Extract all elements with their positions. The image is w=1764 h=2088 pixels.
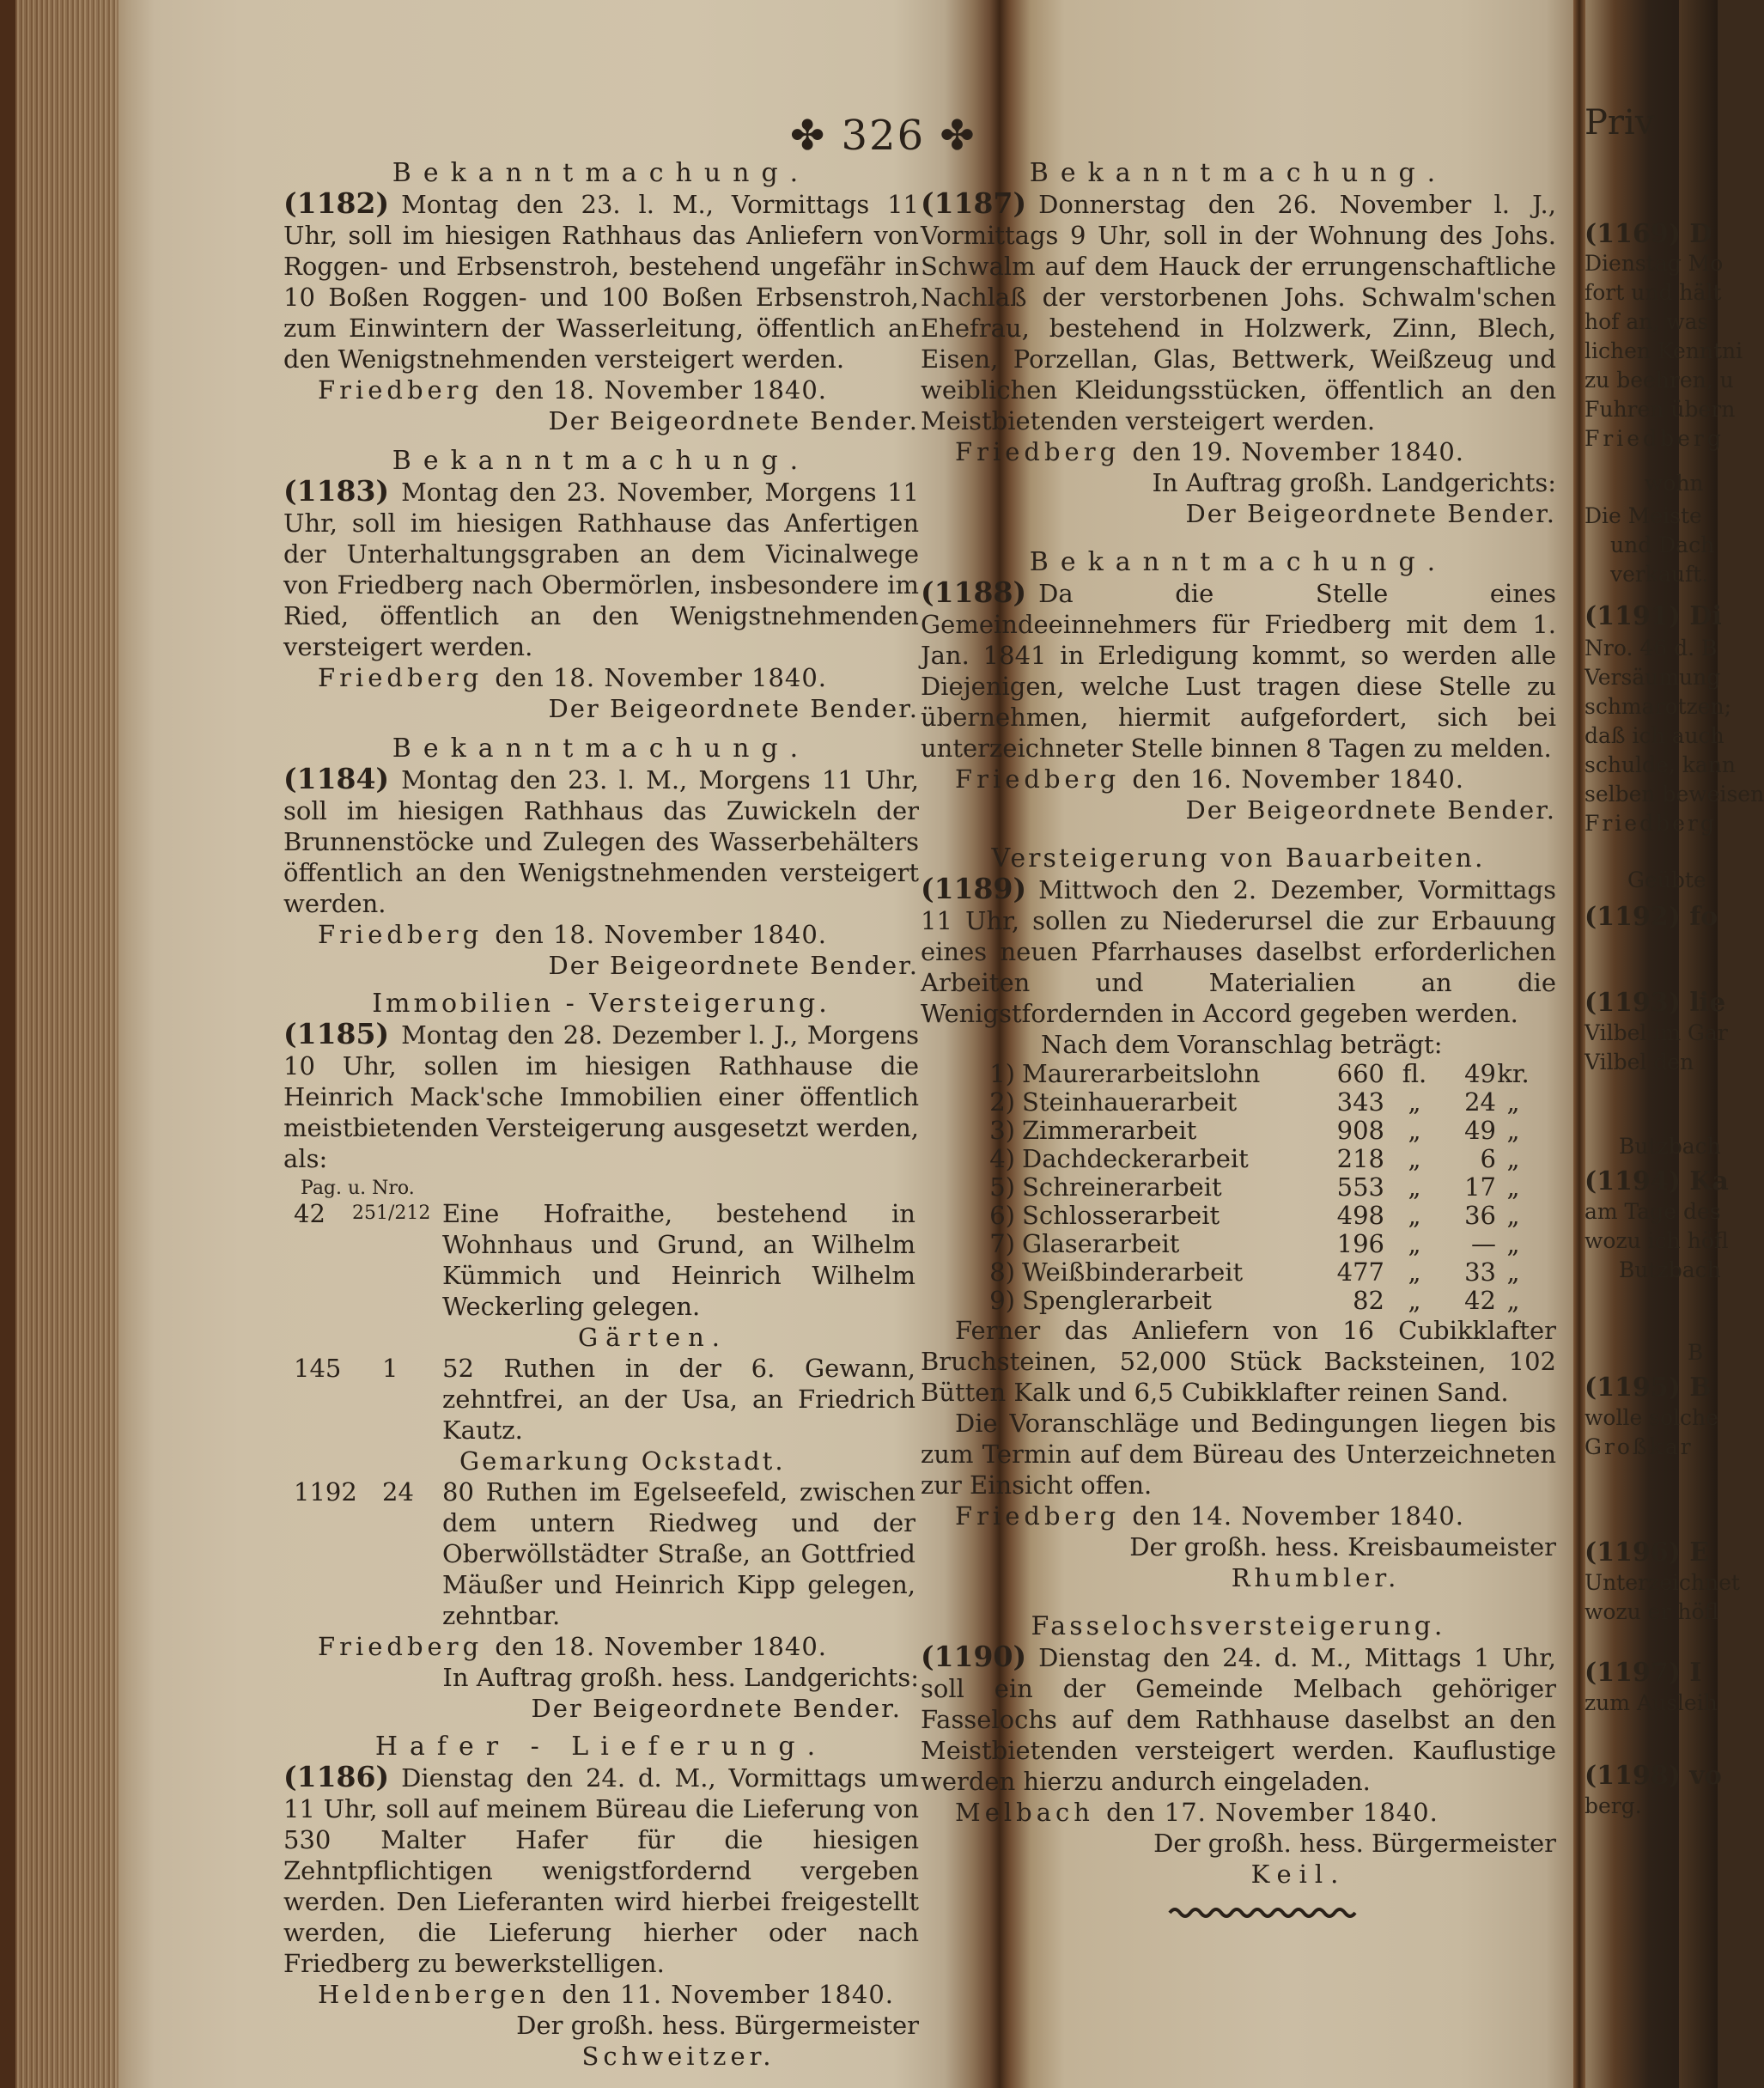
cost-item: Schlosserarbeit bbox=[1022, 1201, 1220, 1230]
fragment-line: Friedberg bbox=[1585, 426, 1724, 451]
cost-index: 4) bbox=[989, 1144, 1015, 1173]
notice-place-date bbox=[283, 374, 919, 405]
fragment-line: (1195) B bbox=[1585, 1373, 1712, 1403]
signature-authority: In Auftrag großh. Landgerichts: bbox=[1152, 468, 1556, 497]
place-name: Friedberg bbox=[955, 764, 1121, 794]
fragment-line: schmarotzen; bbox=[1585, 694, 1732, 719]
fragment-line: selben beweisen bbox=[1585, 782, 1764, 807]
notice-1186 bbox=[283, 1732, 919, 2072]
estimate-intro: Nach dem Voranschlag beträgt: bbox=[1041, 1030, 1443, 1059]
cost-florin: 498 bbox=[1336, 1201, 1384, 1230]
notice-1183 bbox=[283, 447, 919, 724]
notice-heading: Bekanntmachung. bbox=[392, 158, 811, 188]
notice-body bbox=[283, 188, 919, 374]
signature-authority: Der großh. hess. Kreisbaumeister bbox=[1129, 1532, 1556, 1561]
property-description: 80 Ruthen im Egelseefeld, zwischen dem untern Riedweg und der Oberwöllstädter Straße, an Gottfried Mäußer und Heinrich Kipp gelegen, zehntbar. bbox=[442, 1477, 915, 1630]
cost-florin: 343 bbox=[1336, 1087, 1384, 1117]
notice-text: Dienstag den 24. d. M., Vormittags um 11 Uhr, soll auf meinem Büreau die Lieferung von 530 Malter Hafer für die hiesigen Zehntpflichtigen wenigstfordernd vergeben werden. Den Lieferanten wird hierbei freigestellt werden, die Lieferung hierher oder nach Friedberg zu bewerkstelligen. bbox=[283, 1763, 919, 1978]
property-item bbox=[283, 1353, 919, 1446]
gutter bbox=[1573, 0, 1585, 2088]
notice-body bbox=[921, 1641, 1556, 1797]
fragment-line: Vilbel im Gar bbox=[1585, 1020, 1728, 1045]
notice-1189 bbox=[921, 844, 1556, 1593]
ornament-right: ✤ bbox=[925, 112, 976, 160]
cost-index: 8) bbox=[989, 1257, 1015, 1287]
notice-place-date bbox=[921, 1797, 1556, 1828]
notice-text: Da die Stelle eines Gemeindeeinnehmers für Friedberg mit dem 1. Jan. 1841 in Erledigung kommt, so werden alle Diejenigen, welche Lust tragen diese Stelle zu übernehmen, hiermit aufgefordert, sich bei unterzeichneter Stelle binnen 8 Tagen zu melden. bbox=[921, 579, 1556, 763]
notice-number: (1184) bbox=[283, 762, 390, 795]
fragment-line: (1194) Ka bbox=[1585, 1166, 1729, 1196]
fragment-line: hof an, was bbox=[1585, 309, 1709, 334]
signature: Schweitzer. bbox=[581, 2042, 776, 2071]
fragment-line: lichen Kenntni bbox=[1585, 338, 1743, 363]
next-page-fragment bbox=[1585, 103, 1764, 2079]
fragment-line: wolle solche bbox=[1585, 1405, 1718, 1430]
notice-body bbox=[921, 188, 1556, 436]
date: den 19. November 1840. bbox=[1132, 437, 1465, 466]
fragment-line: (1192) fo bbox=[1585, 902, 1718, 932]
notice-text: Montag den 28. Dezember l. J., Morgens 10 Uhr, sollen im hiesigen Rathhause die Heinrich Mack'sche Immobilien einer öffentlich meistbietenden Versteigerung ausgesetzt werden, als: bbox=[283, 1020, 919, 1173]
notice-place-date bbox=[921, 436, 1556, 467]
notice-heading: Immobilien - Versteigerung. bbox=[372, 989, 830, 1019]
notice-heading: Bekanntmachung. bbox=[1029, 158, 1448, 188]
date: den 11. November 1840. bbox=[562, 1980, 895, 2009]
notice-number: (1187) bbox=[921, 186, 1027, 220]
cost-unit-florin: fl. bbox=[1402, 1059, 1427, 1088]
notice-place-date bbox=[283, 1631, 919, 1662]
property-description: 52 Ruthen in der 6. Gewann, zehntfrei, an der Usa, an Friedrich Kautz. bbox=[442, 1354, 915, 1445]
fragment-line: wozu er höfl bbox=[1585, 1599, 1719, 1624]
notice-place-date bbox=[921, 764, 1556, 794]
cost-unit-florin: „ bbox=[1408, 1116, 1421, 1145]
date: den 14. November 1840. bbox=[1132, 1501, 1465, 1531]
fragment-line: und Dach bbox=[1610, 533, 1715, 557]
cost-kreuzer: 17 bbox=[1464, 1172, 1496, 1202]
place-name: Friedberg bbox=[318, 1632, 484, 1661]
notice-text: Donnerstag den 26. November l. J., Vormittags 9 Uhr, soll in der Wohnung des Johs. Schwalm auf dem Hauck der errungenschaftliche Nachlaß der verstorbenen Johs. Schwalm'schen Ehefrau, bestehend in Holzwerk, Zinn, Blech, Eisen, Porzellan, Glas, Bettwerk, Weißzeug und weiblichen Kleidungsstücken, öffentlich an den Meistbietenden versteigert werden. bbox=[921, 190, 1556, 435]
cost-item: Zimmerarbeit bbox=[1022, 1116, 1197, 1145]
cost-kreuzer: 33 bbox=[1464, 1257, 1496, 1287]
cost-kreuzer: 36 bbox=[1464, 1201, 1496, 1230]
fragment-line: Fuhren übern bbox=[1585, 397, 1736, 422]
ornament-left: ✤ bbox=[790, 112, 842, 160]
cost-index: 3) bbox=[989, 1116, 1015, 1145]
notice-heading: Bekanntmachung. bbox=[392, 446, 811, 476]
fragment-line: Dienstag Mo bbox=[1585, 251, 1724, 276]
cost-unit-kreuzer: „ bbox=[1506, 1087, 1520, 1117]
notice-text: Dienstag den 24. d. M., Mittags 1 Uhr, soll ein der Gemeinde Melbach gehöriger Fasselochs auf dem Rathhause daselbst an den Meistbietenden versteigert werden. Kauflustige werden hierzu andurch eingeladen. bbox=[921, 1643, 1556, 1796]
cost-index: 1) bbox=[989, 1059, 1015, 1088]
place-name: Friedberg bbox=[955, 1501, 1121, 1531]
fragment-heading: Priv bbox=[1585, 103, 1655, 143]
pag-number: 42 bbox=[294, 1199, 325, 1228]
cost-florin: 477 bbox=[1336, 1257, 1384, 1287]
list-subheading: Gemarkung Ockstadt. bbox=[459, 1446, 786, 1476]
cost-row bbox=[921, 1145, 1556, 1173]
property-item bbox=[283, 1476, 919, 1631]
notice-body-continued: Ferner das Anliefern von 16 Cubikklafter Bruchsteinen, 52,000 Stück Backsteinen, 102 Bütten Kalk und 6,5 Cubikklafter reinen Sand. bbox=[921, 1316, 1556, 1407]
date: den 18. November 1840. bbox=[495, 1632, 828, 1661]
fragment-line: Vilbel den bbox=[1585, 1050, 1694, 1074]
date: den 18. November 1840. bbox=[495, 663, 828, 692]
notice-number: (1185) bbox=[283, 1017, 390, 1050]
cost-unit-florin: „ bbox=[1408, 1172, 1421, 1202]
signature: Keil. bbox=[1250, 1860, 1347, 1889]
list-header: Pag. u. Nro. bbox=[301, 1178, 415, 1199]
fragment-line: Unterzeichnet bbox=[1585, 1570, 1740, 1595]
cost-unit-kreuzer: „ bbox=[1506, 1257, 1520, 1287]
cost-kreuzer: 42 bbox=[1464, 1286, 1496, 1315]
cost-unit-florin: „ bbox=[1408, 1286, 1421, 1315]
fragment-line: schulde, kann bbox=[1585, 752, 1736, 777]
cost-unit-kreuzer: „ bbox=[1506, 1172, 1520, 1202]
notice-body bbox=[283, 1019, 919, 1174]
fragment-line: zu beehren, u bbox=[1585, 368, 1734, 393]
notice-body bbox=[921, 577, 1556, 764]
notice-number: (1190) bbox=[921, 1640, 1027, 1673]
fragment-line: (1191) Di bbox=[1585, 601, 1722, 631]
fragment-line: Versäumung bbox=[1585, 665, 1721, 690]
fragment-line: berg. bbox=[1585, 1793, 1642, 1818]
fragment-line: B bbox=[1688, 1340, 1704, 1365]
cost-item: Schreinerarbeit bbox=[1022, 1172, 1222, 1202]
place-name: Friedberg bbox=[318, 920, 484, 949]
fragment-line: Butzbach bbox=[1619, 1134, 1721, 1159]
cost-unit-florin: „ bbox=[1408, 1087, 1421, 1117]
nro-number: 251/212 bbox=[352, 1202, 431, 1224]
fragment-line: (1198) vo bbox=[1585, 1761, 1722, 1791]
notice-text: Montag den 23. l. M., Morgens 11 Uhr, soll im hiesigen Rathhaus das Zuwickeln der Brunnenstöcke und Zulegen des Wasserbehälters öffentlich an den Wenigstnehmenden versteigert werden. bbox=[283, 765, 919, 918]
cost-kreuzer: 49 bbox=[1464, 1116, 1496, 1145]
wavy-rule-icon bbox=[921, 1905, 1556, 1921]
cost-index: 5) bbox=[989, 1172, 1015, 1202]
notice-heading: Hafer - Lieferung. bbox=[374, 1732, 828, 1762]
cost-item: Dachdeckerarbeit bbox=[1022, 1144, 1249, 1173]
fragment-line: wozu ich höfl bbox=[1585, 1228, 1729, 1253]
place-name: Heldenbergen bbox=[318, 1980, 550, 2009]
cost-kreuzer: 24 bbox=[1464, 1087, 1496, 1117]
notice-1185 bbox=[283, 989, 919, 1724]
cost-kreuzer: 49 bbox=[1464, 1059, 1496, 1088]
cost-kreuzer: — bbox=[1471, 1229, 1496, 1258]
date: den 18. November 1840. bbox=[495, 375, 828, 405]
signature: Der Beigeordnete Bender. bbox=[548, 406, 919, 435]
cost-unit-kreuzer: „ bbox=[1506, 1116, 1520, 1145]
cost-unit-florin: „ bbox=[1408, 1144, 1421, 1173]
notice-1190 bbox=[921, 1612, 1556, 1921]
property-item bbox=[283, 1198, 919, 1322]
cost-row bbox=[921, 1287, 1556, 1315]
cost-florin: 82 bbox=[1353, 1286, 1384, 1315]
cost-row bbox=[921, 1060, 1556, 1088]
fragment-line: Großkar bbox=[1585, 1434, 1694, 1459]
fragment-line: zum Ausleih bbox=[1585, 1690, 1718, 1715]
notice-body-continued: Die Voranschläge und Bedingungen liegen bis zum Termin auf dem Büreau des Unterzeichneten zur Einsicht offen. bbox=[921, 1409, 1556, 1500]
notice-1187 bbox=[921, 159, 1556, 529]
cost-table bbox=[921, 1060, 1556, 1315]
signature: Der Beigeordnete Bender. bbox=[548, 951, 919, 980]
fragment-line: verkauft. bbox=[1610, 562, 1709, 587]
fragment-line: fort und hält bbox=[1585, 280, 1722, 305]
cost-kreuzer: 6 bbox=[1480, 1144, 1496, 1173]
cost-unit-kreuzer: kr. bbox=[1497, 1059, 1530, 1088]
cost-row bbox=[921, 1230, 1556, 1258]
cost-index: 7) bbox=[989, 1229, 1015, 1258]
cost-index: 2) bbox=[989, 1087, 1015, 1117]
fragment-line: daß ich auch bbox=[1585, 723, 1724, 748]
date: den 18. November 1840. bbox=[495, 920, 828, 949]
cost-florin: 660 bbox=[1336, 1059, 1384, 1088]
signature-authority: Der großh. hess. Bürgermeister bbox=[516, 2011, 919, 2040]
page-stack-left bbox=[15, 0, 119, 2088]
cost-index: 9) bbox=[989, 1286, 1015, 1315]
cost-unit-kreuzer: „ bbox=[1506, 1201, 1520, 1230]
signature-authority: Der großh. hess. Bürgermeister bbox=[1153, 1829, 1556, 1858]
notice-body bbox=[283, 1762, 919, 1979]
fragment-line: (1197) I bbox=[1585, 1658, 1702, 1688]
fragment-line: Butzbach bbox=[1619, 1257, 1721, 1282]
fragment-line: (1196) E bbox=[1585, 1537, 1710, 1568]
notice-text: Montag den 23. November, Morgens 11 Uhr, soll im hiesigen Rathhause das Anfertigen der Unterhaltungsgraben an dem Vicinalwege von Friedberg nach Obermörlen, insbesondere im Ried, öffentlich an den Wenigstnehmenden versteigert werden. bbox=[283, 478, 919, 661]
notice-number: (1183) bbox=[283, 474, 390, 508]
notice-body bbox=[283, 764, 919, 919]
cost-row bbox=[921, 1202, 1556, 1230]
cost-row bbox=[921, 1258, 1556, 1287]
notice-place-date bbox=[283, 1979, 919, 2010]
signature: Rhumbler. bbox=[1231, 1563, 1401, 1592]
notice-text: Mittwoch den 2. Dezember, Vormittags 11 Uhr, sollen zu Niederursel die zur Erbauung eines neuen Pfarrhauses daselbst erforderlichen Arbeiten und Materialien an die Wenigstfordernden in Accord gegeben werden. bbox=[921, 875, 1556, 1028]
notice-number: (1189) bbox=[921, 872, 1027, 905]
signature: Der Beigeordnete Bender. bbox=[531, 1694, 902, 1723]
notice-place-date bbox=[921, 1501, 1556, 1531]
notice-heading: Fasselochsversteigerung. bbox=[1031, 1611, 1446, 1641]
cost-item: Spenglerarbeit bbox=[1022, 1286, 1212, 1315]
cost-unit-kreuzer: „ bbox=[1506, 1144, 1520, 1173]
notice-number: (1182) bbox=[283, 186, 390, 220]
fragment-line: Nro. 46 d. B bbox=[1585, 636, 1718, 660]
book-spine-edge bbox=[0, 0, 15, 2088]
cost-item: Glaserarbeit bbox=[1022, 1229, 1180, 1258]
place-name: Melbach bbox=[955, 1798, 1094, 1827]
cost-item: Steinhauerarbeit bbox=[1022, 1087, 1238, 1117]
notice-1184 bbox=[283, 734, 919, 981]
cost-unit-florin: „ bbox=[1408, 1229, 1421, 1258]
cost-unit-kreuzer: „ bbox=[1506, 1229, 1520, 1258]
right-column bbox=[921, 159, 1556, 1921]
fragment-line: Die Meiste bbox=[1585, 503, 1702, 528]
fragment-line: wohn bbox=[1645, 471, 1704, 496]
notice-heading: Versteigerung von Bauarbeiten. bbox=[991, 843, 1486, 874]
fragment-line: Friedberg bbox=[1585, 811, 1717, 836]
cost-unit-florin: „ bbox=[1408, 1201, 1421, 1230]
nro-number: 24 bbox=[382, 1477, 414, 1507]
notice-number: (1186) bbox=[283, 1760, 390, 1793]
signature: Der Beigeordnete Bender. bbox=[1185, 795, 1556, 825]
signature-authority: In Auftrag großh. hess. Landgerichts: bbox=[442, 1663, 919, 1692]
signature: Der Beigeordnete Bender. bbox=[548, 694, 919, 723]
fragment-line: am Tage des bbox=[1585, 1199, 1721, 1224]
pag-number: 1192 bbox=[294, 1477, 357, 1507]
notice-body bbox=[921, 874, 1556, 1029]
signature: Der Beigeordnete Bender. bbox=[1185, 499, 1556, 528]
cost-florin: 196 bbox=[1336, 1229, 1384, 1258]
cost-florin: 218 bbox=[1336, 1144, 1384, 1173]
page-number-value: 326 bbox=[841, 112, 926, 160]
fragment-line: (1193) lie bbox=[1585, 988, 1726, 1018]
notice-text: Montag den 23. l. M., Vormittags 11 Uhr, soll im hiesigen Rathhaus das Anliefern von Roggen- und Erbsenstroh, bestehend ungefähr in 10 Boßen Roggen- und 100 Boßen Erbsenstroh, zum Einwintern der Wasserleitung, öffentlich an den Wenigstnehmenden versteigert werden. bbox=[283, 190, 919, 374]
date: den 16. November 1840. bbox=[1132, 764, 1465, 794]
cost-row bbox=[921, 1117, 1556, 1145]
fragment-line: (1169) D bbox=[1585, 219, 1712, 249]
place-name: Friedberg bbox=[955, 437, 1121, 466]
cost-item: Weißbinderarbeit bbox=[1022, 1257, 1244, 1287]
pag-number: 145 bbox=[294, 1354, 342, 1383]
left-column bbox=[283, 159, 919, 2072]
notice-1182 bbox=[283, 159, 919, 436]
notice-heading: Bekanntmachung. bbox=[1029, 547, 1448, 577]
cost-row bbox=[921, 1088, 1556, 1117]
place-name: Friedberg bbox=[318, 663, 484, 692]
date: den 17. November 1840. bbox=[1106, 1798, 1439, 1827]
notice-place-date bbox=[283, 662, 919, 693]
notice-place-date bbox=[283, 919, 919, 950]
cost-unit-kreuzer: „ bbox=[1506, 1286, 1520, 1315]
notice-heading: Bekanntmachung. bbox=[392, 734, 811, 764]
fragment-line: Geübte bbox=[1627, 867, 1706, 892]
notice-number: (1188) bbox=[921, 575, 1027, 609]
cost-unit-florin: „ bbox=[1408, 1257, 1421, 1287]
cost-florin: 908 bbox=[1336, 1116, 1384, 1145]
page-number bbox=[790, 112, 976, 160]
property-description: Eine Hofraithe, bestehend in Wohnhaus und Grund, an Wilhelm Kümmich und Heinrich Wilhelm Weckerling gelegen. bbox=[442, 1199, 915, 1321]
closing-ornament bbox=[921, 1905, 1556, 1921]
list-subheading: Gärten. bbox=[577, 1323, 728, 1352]
notice-body bbox=[283, 476, 919, 662]
cost-row bbox=[921, 1173, 1556, 1202]
notice-1188 bbox=[921, 548, 1556, 825]
place-name: Friedberg bbox=[318, 375, 484, 405]
nro-number: 1 bbox=[382, 1354, 398, 1383]
cost-florin: 553 bbox=[1336, 1172, 1384, 1202]
cost-index: 6) bbox=[989, 1201, 1015, 1230]
cost-item: Maurerarbeitslohn bbox=[1022, 1059, 1261, 1088]
